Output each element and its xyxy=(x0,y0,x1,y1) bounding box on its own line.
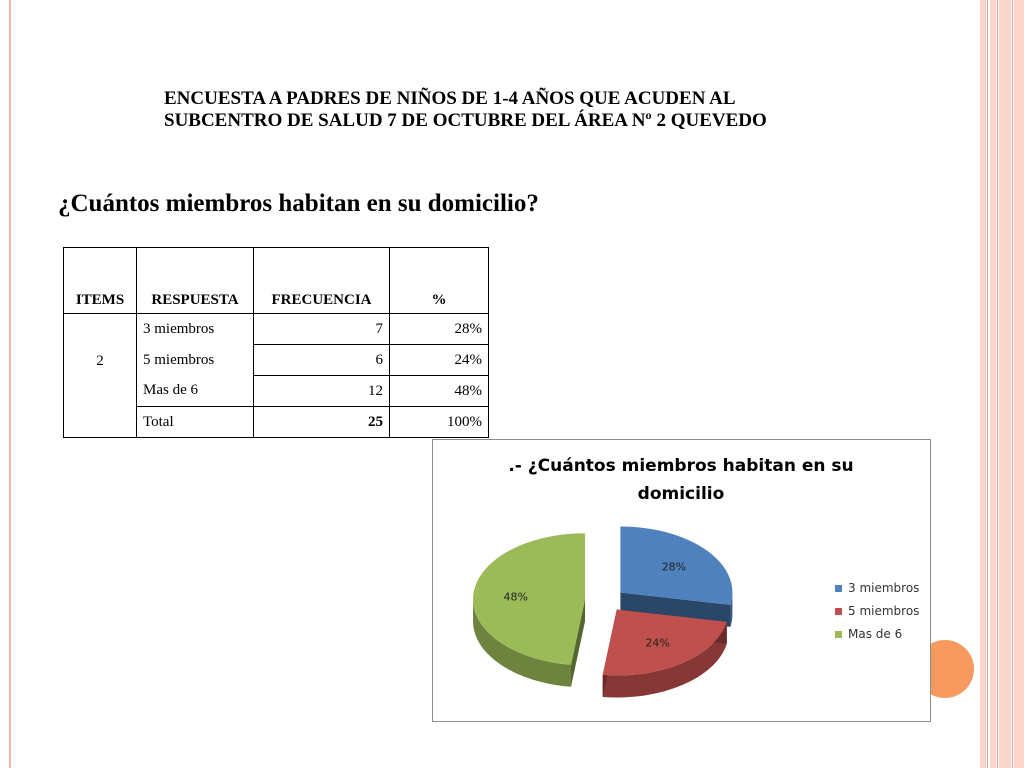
pie-chart-frame xyxy=(432,439,931,722)
right-border-line xyxy=(1012,0,1013,768)
legend-label: 5 miembros xyxy=(848,604,920,618)
column-header-items: ITEMS xyxy=(64,248,137,314)
chart-title: domicilio xyxy=(637,484,725,504)
respuesta-cell: 3 miembros xyxy=(137,314,254,345)
respuesta-cell: 5 miembros xyxy=(137,345,254,376)
right-border-line xyxy=(997,0,998,768)
respuesta-cell: Mas de 6 xyxy=(137,376,254,407)
left-border-line xyxy=(9,0,11,768)
percent-cell: 48% xyxy=(390,376,489,407)
legend-label: Mas de 6 xyxy=(848,627,903,641)
item-number-cell: 2 xyxy=(64,314,137,438)
percent-cell: 28% xyxy=(390,314,489,345)
frequency-table xyxy=(63,247,489,438)
data-label: 28% xyxy=(661,560,687,574)
total-percent-cell: 100% xyxy=(390,407,489,438)
legend-swatch xyxy=(835,631,842,638)
frecuencia-cell: 6 xyxy=(254,345,390,376)
total-label-cell: Total xyxy=(137,407,254,438)
data-label: 48% xyxy=(503,590,528,604)
column-header-percent: % xyxy=(390,248,489,314)
right-border-band xyxy=(999,0,1011,768)
right-border-band xyxy=(990,0,996,768)
data-label: 24% xyxy=(645,636,670,650)
chart-title: .- ¿Cuántos miembros habitan en su xyxy=(508,456,854,476)
table-row xyxy=(64,314,489,345)
total-frecuencia-cell: 25 xyxy=(254,407,390,438)
pie-chart xyxy=(433,440,930,721)
legend-label: 3 miembros xyxy=(848,581,920,595)
table-header-row xyxy=(64,248,489,314)
right-border-band xyxy=(1014,0,1024,768)
legend-swatch xyxy=(835,608,842,615)
legend-swatch xyxy=(835,585,842,592)
question-heading: ¿Cuántos miembros habitan en su domicilio? xyxy=(58,190,539,217)
frecuencia-cell: 7 xyxy=(254,314,390,345)
right-border-band xyxy=(980,0,986,768)
column-header-frecuencia: FRECUENCIA xyxy=(254,248,390,314)
column-header-respuesta: RESPUESTA xyxy=(137,248,254,314)
right-border-line xyxy=(987,0,988,768)
percent-cell: 24% xyxy=(390,345,489,376)
slide-title: ENCUESTA A PADRES DE NIÑOS DE 1-4 AÑOS QUE ACUDEN AL SUBCENTRO DE SALUD 7 DE OCTUBRE DEL ÁREA Nº 2 QUEVEDO xyxy=(164,88,767,131)
frecuencia-cell: 12 xyxy=(254,376,390,407)
